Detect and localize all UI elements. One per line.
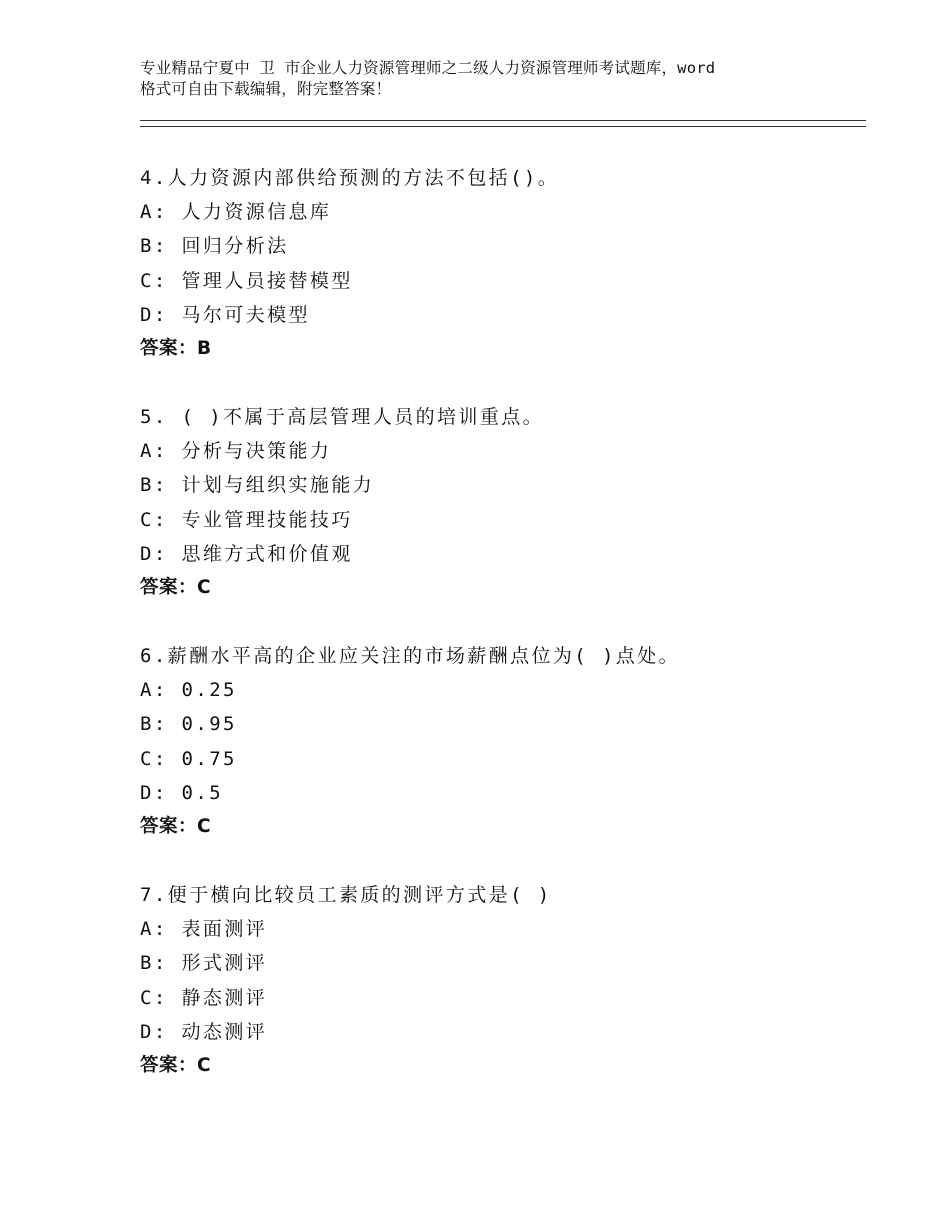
question-stem: 4.人力资源内部供给预测的方法不包括()。 bbox=[140, 167, 560, 189]
answer: 答案：C bbox=[140, 816, 212, 838]
question-5 bbox=[140, 400, 860, 605]
option-a: A: 0.25 bbox=[140, 679, 237, 702]
option-b: B: 回归分析法 bbox=[140, 235, 289, 258]
document-header bbox=[140, 58, 830, 100]
question-7 bbox=[140, 878, 860, 1083]
option-c: C: 静态测评 bbox=[140, 986, 268, 1009]
option-c: C: 专业管理技能技巧 bbox=[140, 508, 353, 531]
header-double-rule bbox=[140, 120, 866, 127]
answer: 答案：C bbox=[140, 577, 212, 599]
question-stem: 6.薪酬水平高的企业应关注的市场薪酬点位为( )点处。 bbox=[140, 645, 680, 667]
option-a: A: 人力资源信息库 bbox=[140, 201, 332, 224]
question-stem: 7.便于横向比较员工素质的测评方式是( ) bbox=[140, 884, 552, 906]
option-a: A: 表面测评 bbox=[140, 918, 268, 941]
question-stem: 5. ( )不属于高层管理人员的培训重点。 bbox=[140, 406, 545, 428]
option-c: C: 管理人员接替模型 bbox=[140, 269, 353, 292]
option-b: B: 计划与组织实施能力 bbox=[140, 474, 375, 497]
option-d: D: 马尔可夫模型 bbox=[140, 303, 310, 326]
header-line-1: 专业精品宁夏中 卫 市企业人力资源管理师之二级人力资源管理师考试题库，word bbox=[140, 59, 716, 77]
option-a: A: 分析与决策能力 bbox=[140, 440, 332, 463]
option-b: B: 形式测评 bbox=[140, 952, 268, 975]
question-4 bbox=[140, 161, 860, 366]
header-line-2: 格式可自由下载编辑，附完整答案！ bbox=[140, 80, 392, 98]
option-d: D: 动态测评 bbox=[140, 1020, 268, 1043]
answer: 答案：B bbox=[140, 338, 212, 360]
question-6 bbox=[140, 639, 860, 844]
option-d: D: 0.5 bbox=[140, 781, 224, 804]
option-d: D: 思维方式和价值观 bbox=[140, 542, 353, 565]
option-c: C: 0.75 bbox=[140, 747, 237, 770]
option-b: B: 0.95 bbox=[140, 713, 237, 736]
answer: 答案：C bbox=[140, 1055, 212, 1077]
